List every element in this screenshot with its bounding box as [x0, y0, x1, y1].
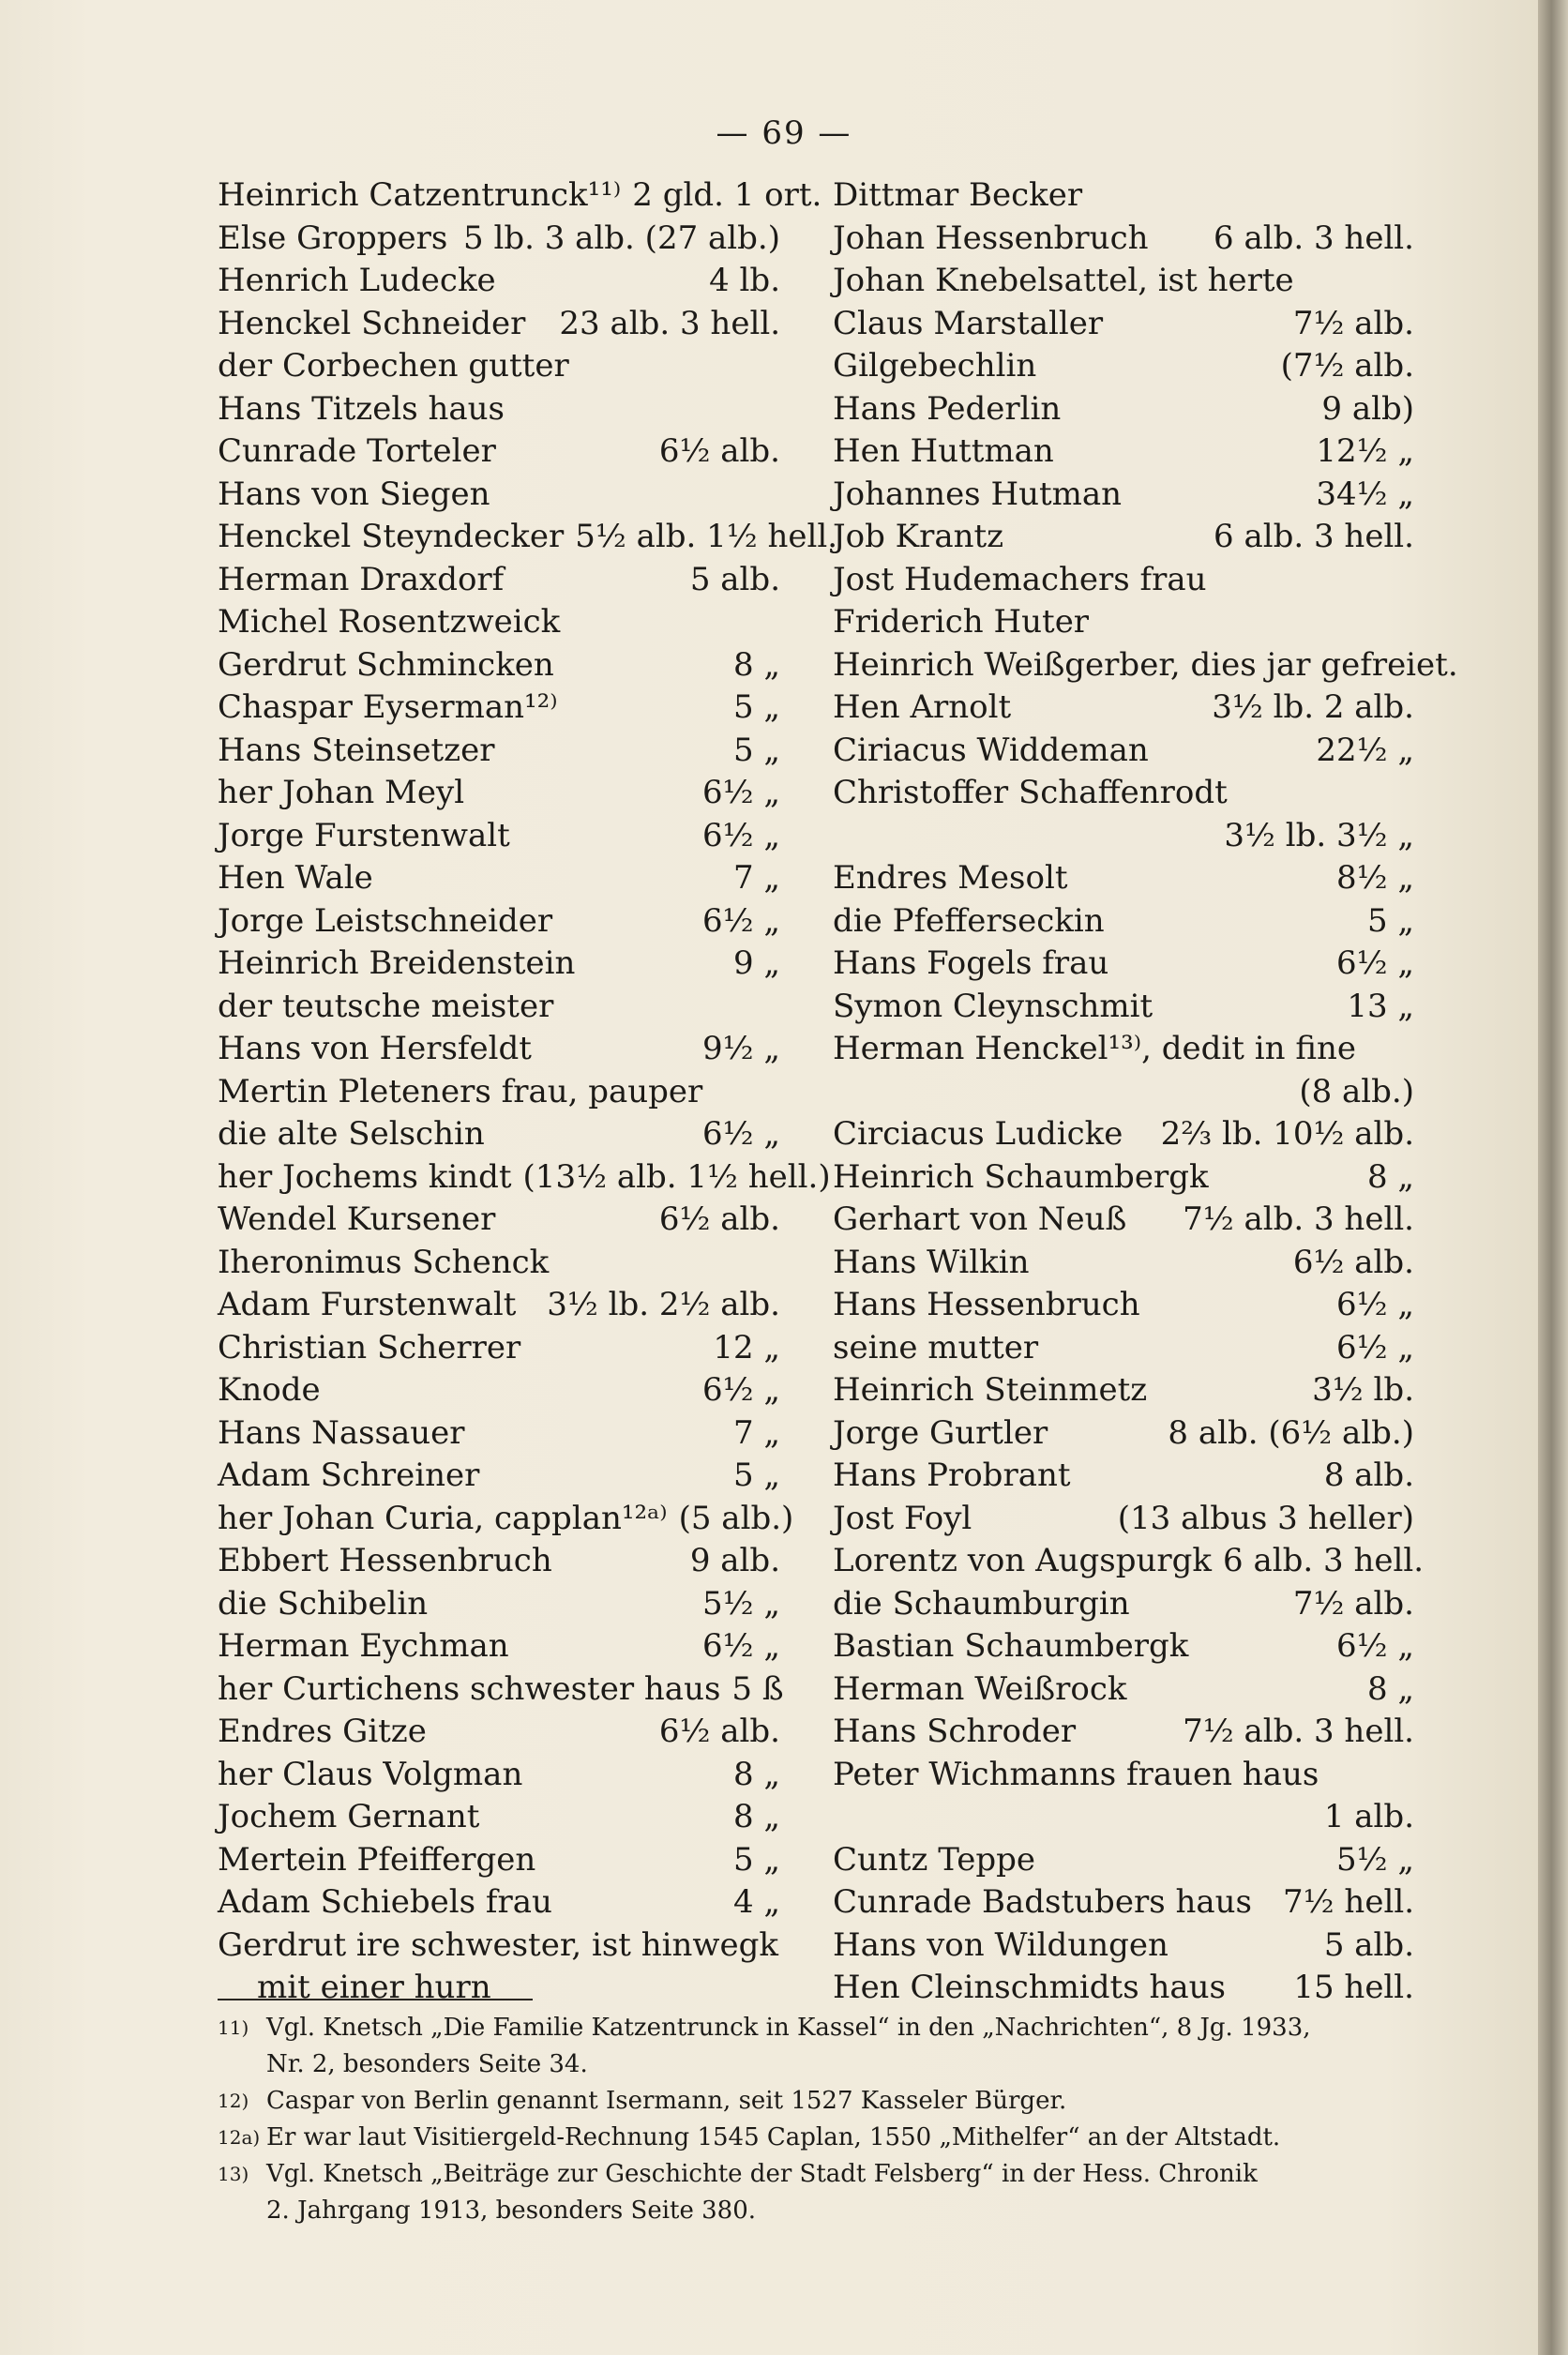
entry-name: Lorentz von Augspurgk: [833, 1542, 1213, 1579]
entry-amount: 7½ hell.: [1283, 1883, 1414, 1921]
entry-name: Johan Hessenbruch: [833, 219, 1149, 257]
entry-amount: 3½ lb. 3½ „: [1224, 816, 1414, 854]
list-item: [833, 516, 1414, 559]
entry-amount: 7½ alb.: [1292, 1584, 1414, 1623]
entry-name: Else Groppers: [218, 219, 448, 257]
entry-amount: 2 gld. 1 ort.: [632, 176, 822, 214]
list-item: [833, 1498, 1414, 1541]
entry-amount: 6½ „: [701, 901, 780, 940]
entry-amount: 6½ alb.: [658, 1713, 780, 1750]
entry-amount: 9 alb): [1321, 389, 1414, 428]
entry-name: Cuntz Teppe: [833, 1840, 1036, 1879]
list-item: [833, 388, 1414, 431]
footnote-mark: 12): [218, 2090, 249, 2112]
list-item: [833, 730, 1414, 773]
entry-name: Cunrade Badstubers haus: [833, 1883, 1252, 1921]
entry-name: Wendel Kursener: [218, 1200, 496, 1238]
list-item: [218, 1925, 780, 1968]
footnote-line: [218, 2083, 1427, 2120]
entry-name: Hans Titzels haus: [218, 389, 505, 428]
entry-amount: 6½ „: [1335, 1286, 1414, 1323]
list-item: [218, 516, 838, 559]
list-item: [218, 474, 780, 517]
entry-name: Knode: [218, 1371, 321, 1409]
list-item: [833, 1925, 1414, 1968]
list-item: [833, 1156, 1414, 1200]
entry-name: Dittmar Becker: [833, 176, 1083, 214]
entry-name: Johan Knebelsattel, ist herte: [833, 262, 1294, 299]
entry-amount: 5 „: [732, 731, 780, 769]
list-item: [218, 1881, 780, 1925]
list-item: [218, 687, 780, 730]
list-item: [833, 986, 1414, 1029]
entry-amount: 8 „: [732, 645, 780, 684]
entry-amount: 34½ „: [1316, 475, 1414, 513]
entry-name: Mertin Pleteners frau, pauper: [218, 1072, 703, 1110]
list-item: [833, 1199, 1414, 1242]
list-item: [833, 1796, 1414, 1839]
entry-amount: 6½ „: [1335, 1328, 1414, 1366]
page-number: — 69 —: [716, 114, 852, 152]
list-item: [218, 1028, 780, 1071]
list-item: [833, 559, 1414, 602]
footnote-line: [218, 2010, 1427, 2046]
entry-amount: 6 alb. 3 hell.: [1214, 219, 1414, 257]
entry-amount: 9 „: [732, 944, 780, 982]
entry-amount: 5 „: [1366, 901, 1414, 940]
entry-amount: (13 albus 3 heller): [1117, 1499, 1414, 1537]
list-item: [833, 1839, 1414, 1882]
list-item: [218, 772, 780, 815]
list-item: [833, 1754, 1414, 1797]
list-item: [218, 559, 780, 602]
entry-name: Jost Foyl: [833, 1499, 972, 1537]
entry-amount: 8 „: [1366, 1669, 1414, 1708]
entry-amount: 5 „: [732, 1457, 780, 1494]
footnote-line: [218, 2046, 1427, 2083]
list-item: [218, 345, 780, 388]
entry-name: Jochem Gernant: [218, 1798, 480, 1835]
entry-name: her Claus Volgman: [218, 1755, 523, 1793]
entry-amount: 6 alb. 3 hell.: [1223, 1542, 1425, 1579]
entry-amount: 23 alb. 3 hell.: [559, 304, 780, 342]
entry-name: Claus Marstaller: [833, 304, 1104, 342]
footnote-text: 2. Jahrgang 1913, besonders Seite 380.: [266, 2196, 757, 2225]
entry-amount: 5½ „: [1335, 1840, 1414, 1879]
list-item: [833, 1028, 1414, 1071]
entry-amount: 8 alb.: [1323, 1457, 1414, 1494]
entry-amount: 6½ alb.: [1292, 1243, 1414, 1281]
entry-amount: 6½ alb.: [658, 432, 780, 470]
list-item: [833, 1881, 1414, 1925]
list-item: [218, 1668, 784, 1712]
entry-amount: 5 „: [732, 688, 780, 726]
entry-amount: 3½ lb.: [1312, 1371, 1414, 1409]
entry-name: Symon Cleynschmit: [833, 987, 1153, 1025]
entry-name: Hans von Hersfeldt: [218, 1030, 532, 1067]
list-item: [218, 1327, 780, 1370]
entry-amount: 5½ „: [701, 1584, 780, 1623]
entry-name: Hans Probrant: [833, 1457, 1071, 1494]
entry-amount: (8 alb.): [1299, 1072, 1414, 1110]
entry-name: Jorge Leistschneider: [218, 901, 553, 940]
entry-amount: 6½ „: [701, 1627, 780, 1665]
entry-amount: 6½ „: [701, 1115, 780, 1153]
entry-name: Henckel Steyndecker: [218, 518, 565, 555]
entry-name: Adam Schreiner: [218, 1457, 480, 1494]
entry-amount: 6½ „: [701, 816, 780, 854]
list-item: [833, 601, 1414, 644]
entry-name: Hans Steinsetzer: [218, 731, 495, 769]
entry-amount: 9½ „: [701, 1030, 780, 1067]
entry-name: Christian Scherrer: [218, 1328, 521, 1366]
entry-amount: 6½ „: [701, 774, 780, 811]
entry-name: Hans Wilkin: [833, 1243, 1030, 1281]
entry-name: Jost Hudemachers frau: [833, 560, 1207, 598]
list-item: [833, 174, 1414, 218]
entry-name: Hans von Siegen: [218, 475, 490, 513]
list-item: [833, 1967, 1414, 2010]
entry-amount: 3½ lb. 2½ alb.: [547, 1286, 780, 1323]
list-item: [833, 474, 1414, 517]
entry-name: Job Krantz: [833, 518, 1004, 555]
entry-name: her Jochems kindt: [218, 1157, 512, 1196]
list-item: [833, 815, 1414, 858]
entry-name: Hen Cleinschmidts haus: [833, 1969, 1226, 2006]
entry-name: der Corbechen gutter: [218, 347, 569, 385]
list-item: [218, 1625, 780, 1668]
entry-amount: 8 „: [732, 1755, 780, 1793]
footnote-text: Vgl. Knetsch „Die Familie Katzentrunck in Kassel“ in den „Nachrichten“, 8 Jg. 1933,: [266, 2014, 1311, 2042]
entry-amount: 7½ alb.: [1292, 304, 1414, 342]
entry-name: Jorge Gurtler: [833, 1413, 1048, 1452]
list-item: [218, 1839, 780, 1882]
footnote-line: [218, 2156, 1427, 2193]
entry-amount: (5 alb.): [678, 1499, 794, 1537]
list-item: [218, 1967, 780, 2010]
entry-name: Adam Furstenwalt: [218, 1286, 517, 1323]
entry-amount: 6½ „: [701, 1371, 780, 1409]
entry-name: Henrich Ludecke: [218, 262, 496, 299]
entry-name: Heinrich Schaumbergk: [833, 1157, 1209, 1196]
list-item: [833, 303, 1414, 346]
entry-amount: 7 „: [732, 1413, 780, 1452]
list-item: [833, 943, 1414, 986]
entry-name: Hans Nassauer: [218, 1413, 465, 1452]
entry-amount: 8 „: [732, 1798, 780, 1835]
entry-amount: 5 ß: [731, 1669, 784, 1708]
entry-amount: 13 „: [1347, 987, 1414, 1025]
entry-name: Chaspar Eyserman¹²⁾: [218, 688, 558, 726]
entry-amount: 5 lb. 3 alb. (27 alb.): [463, 219, 780, 257]
entry-name: Herman Weißrock: [833, 1669, 1127, 1708]
list-item: [833, 1327, 1414, 1370]
entry-amount: 6½ „: [1335, 1627, 1414, 1665]
entry-name: her Curtichens schwester haus: [218, 1669, 721, 1708]
entry-name: Endres Mesolt: [833, 859, 1068, 897]
entry-name: Endres Gitze: [218, 1713, 427, 1750]
entry-amount: 5 „: [732, 1840, 780, 1879]
entry-name: Hen Huttman: [833, 432, 1054, 470]
entry-amount: 3½ lb. 2 alb.: [1212, 688, 1414, 726]
entry-amount: 22½ „: [1316, 731, 1414, 769]
list-item: [833, 644, 1458, 687]
entry-name: Ciriacus Widdeman: [833, 731, 1149, 769]
entry-amount: 6 alb. 3 hell.: [1214, 518, 1414, 555]
list-item: [833, 857, 1414, 900]
list-item: [218, 1284, 780, 1327]
footnote-rule: [218, 1999, 533, 2000]
entry-name: Jorge Furstenwalt: [218, 816, 510, 854]
list-item: [833, 345, 1414, 388]
entry-name: Adam Schiebels frau: [218, 1883, 552, 1921]
entry-amount: 7½ alb. 3 hell.: [1183, 1713, 1414, 1750]
list-item: [218, 1711, 780, 1754]
list-item: [218, 857, 780, 900]
list-item: [218, 1412, 780, 1456]
list-item: [218, 218, 780, 261]
list-item: [833, 1113, 1414, 1156]
entry-name: Heinrich Steinmetz: [833, 1371, 1148, 1409]
list-item: [833, 1668, 1414, 1712]
entry-amount: 5 alb.: [689, 560, 780, 598]
book-spine: [1538, 0, 1568, 2355]
list-item: [833, 1369, 1414, 1412]
list-item: [218, 943, 780, 986]
footnote-text: Nr. 2, besonders Seite 34.: [266, 2050, 588, 2078]
right-column: [833, 174, 1458, 2010]
list-item: [218, 1113, 780, 1156]
footnote-mark: 12a): [218, 2126, 261, 2149]
list-item: [218, 1156, 831, 1200]
footnote-mark: 11): [218, 2016, 249, 2039]
footnotes: [218, 2010, 1427, 2229]
entry-amount: 4 „: [732, 1883, 780, 1921]
entry-name: mit einer hurn: [257, 1969, 491, 2006]
list-item: [833, 687, 1414, 730]
list-item: [833, 1071, 1414, 1114]
entry-name: seine mutter: [833, 1328, 1039, 1366]
list-item: [218, 1583, 780, 1626]
list-item: [833, 1625, 1414, 1668]
entry-name: die Schibelin: [218, 1584, 429, 1623]
entry-amount: 1 alb.: [1323, 1798, 1414, 1835]
entry-amount: 6½ „: [1335, 944, 1414, 982]
entry-name: Michel Rosentzweick: [218, 603, 561, 641]
list-item: [218, 644, 780, 687]
entry-name: Cunrade Torteler: [218, 432, 496, 470]
entry-name: Gilgebechlin: [833, 347, 1037, 385]
entry-amount: 4 lb.: [709, 262, 780, 299]
list-item: [833, 218, 1414, 261]
entry-amount: 9 alb.: [689, 1542, 780, 1579]
entry-name: Iheronimus Schenck: [218, 1243, 550, 1281]
entry-name: Gerdrut ire schwester, ist hinwegk: [218, 1925, 779, 1964]
list-item: [833, 772, 1414, 815]
footnote-text: Vgl. Knetsch „Beiträge zur Geschichte der Stadt Felsberg“ in der Hess. Chronik: [266, 2160, 1258, 2188]
list-item: [218, 1071, 780, 1114]
entry-name: Christoffer Schaffenrodt: [833, 774, 1228, 811]
list-item: [833, 1242, 1414, 1285]
list-item: [218, 815, 780, 858]
entry-name: Ebbert Hessenbruch: [218, 1542, 552, 1579]
entry-name: der teutsche meister: [218, 987, 554, 1025]
entry-amount: 7 „: [732, 859, 780, 897]
list-item: [218, 1199, 780, 1242]
entry-name: Gerhart von Neuß: [833, 1200, 1127, 1238]
entry-amount: 12 „: [713, 1328, 780, 1366]
list-item: [218, 986, 780, 1029]
list-item: [218, 1754, 780, 1797]
entry-name: Herman Henckel¹³⁾, dedit in fine: [833, 1030, 1357, 1067]
list-item: [218, 303, 780, 346]
entry-name: die Pfefferseckin: [833, 901, 1105, 940]
entry-name: Heinrich Breidenstein: [218, 944, 576, 982]
list-item: [218, 730, 780, 773]
footnote-line: [218, 2193, 1427, 2229]
entry-name: Herman Draxdorf: [218, 560, 505, 598]
entry-name: Heinrich Weißgerber, dies jar gefreiet.: [833, 645, 1458, 684]
list-item: [833, 1540, 1425, 1583]
entry-amount: 8½ „: [1335, 859, 1414, 897]
list-item: [218, 388, 780, 431]
footnote-text: Caspar von Berlin genannt Isermann, seit 1527 Kasseler Bürger.: [266, 2087, 1067, 2115]
entry-name: Circiacus Ludicke: [833, 1115, 1123, 1153]
entry-name: Heinrich Catzentrunck¹¹⁾: [218, 176, 622, 214]
list-item: [218, 174, 822, 218]
list-item: [833, 1583, 1414, 1626]
entry-name: Hans Pederlin: [833, 389, 1062, 428]
entry-name: Friderich Huter: [833, 603, 1090, 641]
list-item: [218, 1242, 780, 1285]
entry-name: her Johan Curia, capplan¹²ᵃ⁾: [218, 1499, 668, 1537]
entry-amount: 8 „: [1366, 1157, 1414, 1196]
left-column: [218, 174, 838, 2010]
entry-name: Johannes Hutman: [833, 475, 1123, 513]
entry-name: die alte Selschin: [218, 1115, 485, 1153]
entry-name: Mertein Pfeiffergen: [218, 1840, 536, 1879]
entry-name: Hans Fogels frau: [833, 944, 1109, 982]
list-item: [833, 260, 1414, 303]
footnote-mark: 13): [218, 2163, 249, 2185]
list-item: [218, 1498, 794, 1541]
entry-amount: 5½ alb. 1½ hell.: [575, 518, 838, 555]
list-item: [218, 430, 780, 474]
entry-amount: 5 alb.: [1323, 1925, 1414, 1964]
list-item: [833, 1711, 1414, 1754]
footnote-text: Er war laut Visitiergeld-Rechnung 1545 Caplan, 1550 „Mithelfer“ an der Altstadt.: [266, 2123, 1281, 2151]
entry-name: Hans Schroder: [833, 1713, 1077, 1750]
entry-name: die Schaumburgin: [833, 1584, 1130, 1623]
list-item: [218, 1796, 780, 1839]
list-item: [833, 1412, 1414, 1456]
entry-amount: 2⅔ lb. 10½ alb.: [1160, 1115, 1414, 1153]
entry-amount: 8 alb. (6½ alb.): [1168, 1413, 1414, 1452]
entry-name: Gerdrut Schmincken: [218, 645, 554, 684]
list-item: [218, 601, 780, 644]
entry-amount: 7½ alb. 3 hell.: [1183, 1200, 1414, 1238]
list-item: [833, 430, 1414, 474]
entry-amount: (7½ alb.: [1280, 347, 1414, 385]
list-item: [218, 1540, 780, 1583]
entry-name: Bastian Schaumbergk: [833, 1627, 1189, 1665]
list-item: [218, 1369, 780, 1412]
entry-amount: (13½ alb. 1½ hell.): [522, 1157, 831, 1196]
entry-amount: 15 hell.: [1293, 1969, 1414, 2006]
entry-name: Hans Hessenbruch: [833, 1286, 1140, 1323]
entry-name: Hen Wale: [218, 859, 373, 897]
entry-name: Henckel Schneider: [218, 304, 526, 342]
list-item: [833, 1455, 1414, 1498]
list-item: [833, 900, 1414, 944]
entry-name: Hans von Wildungen: [833, 1925, 1168, 1964]
entry-amount: 12½ „: [1316, 432, 1414, 470]
entry-name: Hen Arnolt: [833, 688, 1012, 726]
entry-name: Peter Wichmanns frauen haus: [833, 1755, 1319, 1793]
list-item: [218, 260, 780, 303]
list-item: [218, 900, 780, 944]
footnote-line: [218, 2120, 1427, 2156]
entry-name: Herman Eychman: [218, 1627, 509, 1665]
list-item: [218, 1455, 780, 1498]
entry-name: her Johan Meyl: [218, 774, 465, 811]
entry-amount: 6½ alb.: [658, 1200, 780, 1238]
list-item: [833, 1284, 1414, 1327]
